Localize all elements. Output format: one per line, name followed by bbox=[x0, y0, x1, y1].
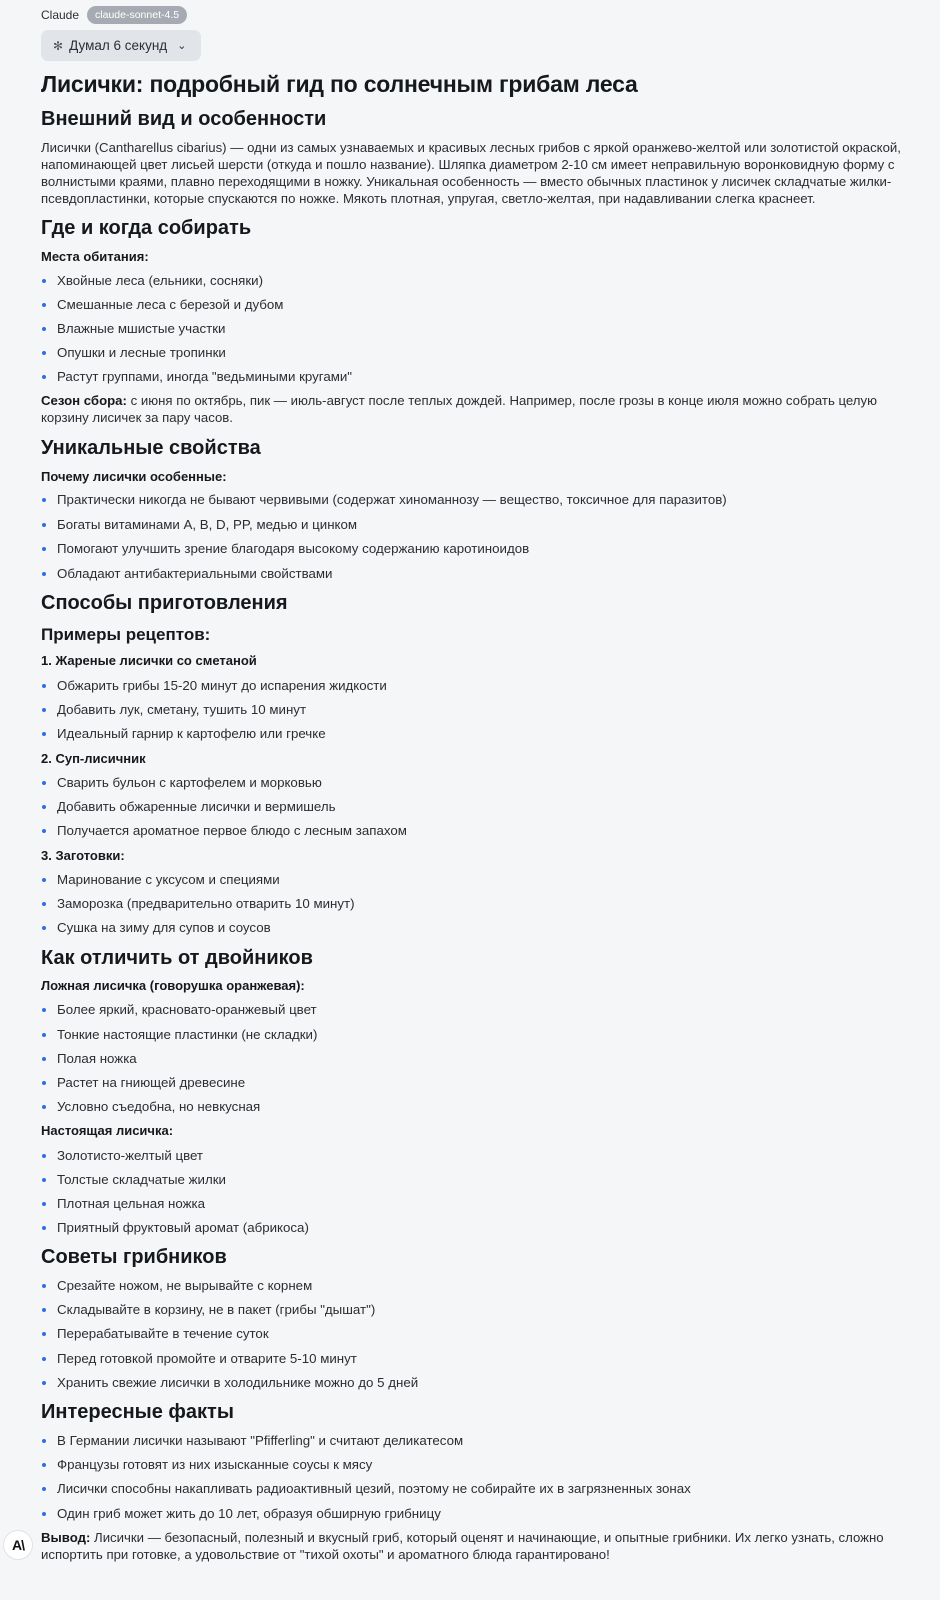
list-item: Условно съедобна, но невкусная bbox=[41, 1098, 921, 1115]
list-item: Приятный фруктовый аромат (абрикоса) bbox=[41, 1219, 921, 1236]
recipe-title: 3. Заготовки: bbox=[41, 848, 125, 863]
paragraph-line: псевдопластинки, которые спускаются по ножке. Мякоть плотная, упругая, светло-желтая, при надавливании слегка краснеет. bbox=[41, 191, 816, 206]
list-item: Плотная цельная ножка bbox=[41, 1195, 921, 1212]
list-item: Опушки и лесные тропинки bbox=[41, 344, 921, 361]
list-item: Французы готовят из них изысканные соусы к мясу bbox=[41, 1456, 921, 1473]
list-item: Толстые складчатые жилки bbox=[41, 1171, 921, 1188]
list-item: Золотисто-желтый цвет bbox=[41, 1147, 921, 1164]
conclusion-paragraph bbox=[41, 1529, 921, 1546]
list-item: Обладают антибактериальными свойствами bbox=[41, 565, 921, 582]
unique-label: Почему лисички особенные: bbox=[41, 469, 227, 484]
list-item: Идеальный гарнир к картофелю или гречке bbox=[41, 725, 921, 742]
thinking-toggle-button[interactable] bbox=[41, 30, 201, 61]
conclusion-paragraph-line2: испортить при готовке, а удовольствие от "тихой охоты" и ароматного блюда гарантировано! bbox=[41, 1547, 610, 1562]
list-item: Сушка на зиму для супов и соусов bbox=[41, 919, 921, 936]
page-title: Лисички: подробный гид по солнечным грибам леса bbox=[41, 71, 638, 97]
list-item: Практически никогда не бывают червивыми (содержат хиноманнозу — вещество, токсичное для паразитов) bbox=[41, 491, 921, 508]
list-item: Богаты витаминами A, B, D, PP, медью и цинком bbox=[41, 516, 921, 533]
message-header bbox=[41, 6, 187, 24]
list-item: Добавить лук, сметану, тушить 10 минут bbox=[41, 701, 921, 718]
chevron-down-icon: ⌄ bbox=[177, 40, 187, 52]
section-heading-where: Где и когда собирать bbox=[41, 217, 252, 239]
list-item: Хвойные леса (ельники, сосняки) bbox=[41, 272, 921, 289]
true-chanterelle-label: Настоящая лисичка: bbox=[41, 1123, 174, 1138]
paragraph-line: Лисички (Cantharellus cibarius) — одни из самых узнаваемых и красивых лесных грибов с яркой оранжево-желтой или золотистой окраской, bbox=[41, 140, 901, 155]
claude-logo-avatar: A\ bbox=[3, 1530, 33, 1560]
list-item: Получается ароматное первое блюдо с лесным запахом bbox=[41, 822, 921, 839]
list-item: Срезайте ножом, не вырывайте с корнем bbox=[41, 1277, 921, 1294]
list-item: Обжарить грибы 15-20 минут до испарения жидкости bbox=[41, 677, 921, 694]
brand-name: Claude bbox=[41, 8, 80, 22]
paragraph-line: волнистыми краями, плавно переходящими в ножку. Уникальная особенность — вместо обычных пластинок у лисичек складчатые жилки- bbox=[41, 174, 892, 189]
list-item: Лисички способны накапливать радиоактивный цезий, поэтому не собирайте их в загрязненных зонах bbox=[41, 1480, 921, 1497]
list-item: Растут группами, иногда "ведьмиными кругами" bbox=[41, 368, 921, 385]
conclusion-label: Вывод: bbox=[41, 1530, 91, 1545]
list-item: Добавить обжаренные лисички и вермишель bbox=[41, 798, 921, 815]
list-item: Перед готовкой промойте и отварите 5-10 минут bbox=[41, 1350, 921, 1367]
paragraph-line: напоминающей цвет лисьей шерсти (откуда и пошло название). Шляпка диаметром 2-10 см имеет неправильную воронковидную форму с bbox=[41, 157, 895, 172]
section-heading-facts: Интересные факты bbox=[41, 1401, 234, 1423]
season-text: с июня по октябрь, пик — июль-август после теплых дождей. Например, после грозы в конце июля можно собрать целую bbox=[126, 393, 877, 408]
list-item: Тонкие настоящие пластинки (не складки) bbox=[41, 1026, 921, 1043]
section-heading-appearance: Внешний вид и особенности bbox=[41, 108, 327, 130]
recipe-title: 1. Жареные лисички со сметаной bbox=[41, 653, 257, 668]
season-paragraph bbox=[41, 392, 921, 409]
season-label: Сезон сбора: bbox=[41, 393, 127, 408]
section-heading-cooking: Способы приготовления bbox=[41, 592, 288, 614]
list-item: Складывайте в корзину, не в пакет (грибы "дышат") bbox=[41, 1301, 921, 1318]
thinking-label: Думал 6 секунд bbox=[69, 38, 168, 53]
section-heading-unique: Уникальные свойства bbox=[41, 437, 261, 459]
list-item: Полая ножка bbox=[41, 1050, 921, 1067]
list-item: В Германии лисички называют "Pfifferling" и считают деликатесом bbox=[41, 1432, 921, 1449]
recipes-subheading: Примеры рецептов: bbox=[41, 625, 211, 644]
section-heading-twins: Как отличить от двойников bbox=[41, 947, 313, 969]
list-item: Смешанные леса с березой и дубом bbox=[41, 296, 921, 313]
section-heading-tips: Советы грибников bbox=[41, 1246, 227, 1268]
list-item: Более яркий, красновато-оранжевый цвет bbox=[41, 1001, 921, 1018]
habitat-label: Места обитания: bbox=[41, 249, 149, 264]
false-chanterelle-label: Ложная лисичка (говорушка оранжевая): bbox=[41, 978, 305, 993]
list-item: Перерабатывайте в течение суток bbox=[41, 1325, 921, 1342]
conclusion-text: Лисички — безопасный, полезный и вкусный гриб, который оценят и начинающие, и опытные грибники. Их легко узнать, сложно bbox=[90, 1530, 884, 1545]
list-item: Влажные мшистые участки bbox=[41, 320, 921, 337]
season-paragraph-line2: корзину лисичек за пару часов. bbox=[41, 410, 233, 425]
list-item: Заморозка (предварительно отварить 10 минут) bbox=[41, 895, 921, 912]
list-item: Сварить бульон с картофелем и морковью bbox=[41, 774, 921, 791]
sparkle-icon: ✻ bbox=[53, 38, 64, 53]
list-item: Маринование с уксусом и специями bbox=[41, 871, 921, 888]
recipe-title: 2. Суп-лисичник bbox=[41, 751, 146, 766]
list-item: Помогают улучшить зрение благодаря высокому содержанию каротиноидов bbox=[41, 540, 921, 557]
list-item: Растет на гниющей древесине bbox=[41, 1074, 921, 1091]
model-badge: claude-sonnet-4.5 bbox=[87, 6, 187, 24]
list-item: Хранить свежие лисички в холодильнике можно до 5 дней bbox=[41, 1374, 921, 1391]
list-item: Один гриб может жить до 10 лет, образуя обширную грибницу bbox=[41, 1505, 921, 1522]
